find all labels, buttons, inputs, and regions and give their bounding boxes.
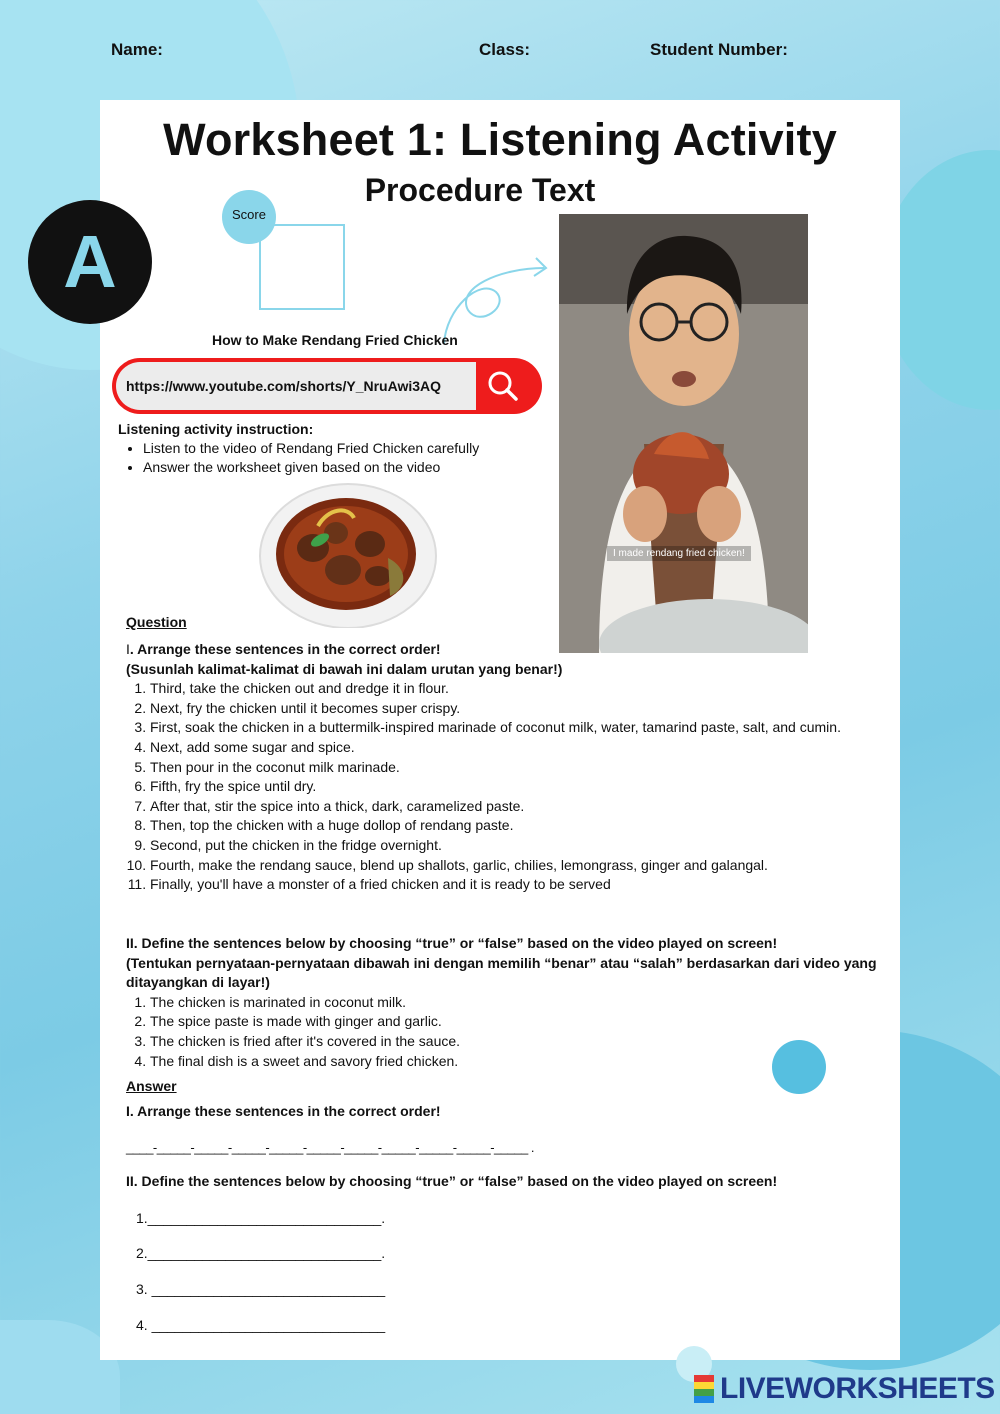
- list-item: • Answer the worksheet given based on the video: [143, 458, 479, 477]
- answer-part1-title: I. Arrange these sentences in the correct order!: [126, 1103, 441, 1119]
- part1-list: [126, 679, 886, 895]
- list-item: 4. The final dish is a sweet and savory fried chicken.: [150, 1052, 886, 1072]
- answer-line-2[interactable]: 2.______________________________.: [136, 1245, 386, 1261]
- list-item: 9. Second, put the chicken in the fridge overnight.: [150, 836, 886, 856]
- list-item: 10. Fourth, make the rendang sauce, blend up shallots, garlic, chilies, lemongrass, ginger and galangal.: [150, 856, 886, 876]
- answer-order-input[interactable]: ____-_____-_____-_____-_____-_____-_____-_____-_____-_____-_____ .: [126, 1140, 534, 1155]
- list-item: 8. Then, top the chicken with a huge dollop of rendang paste.: [150, 816, 886, 836]
- part1-section: [126, 640, 886, 895]
- list-item: 11. Finally, you'll have a monster of a fried chicken and it is ready to be served: [150, 875, 886, 895]
- list-item: 2. Next, fry the chicken until it becomes super crispy.: [150, 699, 886, 719]
- part2-section: [126, 934, 886, 1071]
- rendang-bowl-image: [258, 478, 438, 628]
- answer-heading: Answer: [126, 1078, 177, 1094]
- part2-title-id: (Tentukan pernyataan-pernyataan dibawah ini dengan memilih “benar” atau “salah” berdasarkan dari video yang ditayangkan di layar!): [126, 954, 877, 991]
- video-thumbnail[interactable]: [559, 214, 808, 653]
- part2-list: [126, 993, 886, 1071]
- part1-title-id: (Susunlah kalimat-kalimat di bawah ini dalam urutan yang benar!): [126, 660, 563, 677]
- page-title: Worksheet 1: Listening Activity: [163, 114, 837, 165]
- instructions-list: [118, 439, 479, 477]
- answer-line-3[interactable]: 3. ______________________________: [136, 1281, 386, 1297]
- part2-title: II. Define the sentences below by choosing “true” or “false” based on the video played on screen!: [126, 935, 778, 951]
- video-url-link[interactable]: https://www.youtube.com/shorts/Y_NruAwi3AQ: [116, 362, 476, 410]
- list-item: 1. Third, take the chicken out and dredge it in flour.: [150, 679, 886, 699]
- search-icon[interactable]: [482, 366, 526, 406]
- instructions-heading: Listening activity instruction:: [118, 421, 314, 437]
- answer-line-4[interactable]: 4. ______________________________: [136, 1317, 386, 1333]
- answer-line-1[interactable]: 1.______________________________.: [136, 1210, 386, 1226]
- curly-arrow-icon: [440, 248, 560, 348]
- liveworksheets-logo-text: LIVEWORKSHEETS: [720, 1372, 995, 1405]
- score-label: Score: [222, 190, 276, 244]
- list-item: 2. The spice paste is made with ginger and garlic.: [150, 1012, 886, 1032]
- page-subtitle: Procedure Text: [364, 172, 596, 208]
- class-label: Class:: [479, 40, 531, 59]
- liveworksheets-logo: [694, 1372, 995, 1406]
- answer-part2-title: II. Define the sentences below by choosing “true” or “false” based on the video played on screen!: [126, 1173, 778, 1189]
- url-bar: [112, 358, 542, 414]
- liveworksheets-logo-icon: [694, 1375, 714, 1403]
- list-item: 5. Then pour in the coconut milk marinade.: [150, 758, 886, 778]
- video-caption: I made rendang fried chicken!: [607, 546, 751, 561]
- part1-title: . Arrange these sentences in the correct order!: [129, 641, 441, 657]
- part1-roman: I: [126, 641, 130, 657]
- name-label: Name:: [111, 40, 163, 59]
- list-item: 7. After that, stir the spice into a thick, dark, caramelized paste.: [150, 797, 886, 817]
- list-item: 3. First, soak the chicken in a buttermilk-inspired marinade of coconut milk, water, tamarind paste, salt, and cumin.: [150, 718, 886, 738]
- student-number-label: Student Number:: [650, 40, 788, 59]
- list-item: • Listen to the video of Rendang Fried Chicken carefully: [143, 439, 479, 458]
- video-title: How to Make Rendang Fried Chicken: [212, 332, 458, 348]
- instructions-block: [118, 420, 479, 477]
- list-item: 3. The chicken is fried after it's covered in the sauce.: [150, 1032, 886, 1052]
- letter-badge: A: [28, 200, 152, 324]
- list-item: 6. Fifth, fry the spice until dry.: [150, 777, 886, 797]
- question-heading: Question: [126, 614, 187, 630]
- list-item: 1. The chicken is marinated in coconut milk.: [150, 993, 886, 1013]
- chef-photo-image: [559, 214, 808, 653]
- list-item: 4. Next, add some sugar and spice.: [150, 738, 886, 758]
- score-input-box[interactable]: [259, 224, 345, 310]
